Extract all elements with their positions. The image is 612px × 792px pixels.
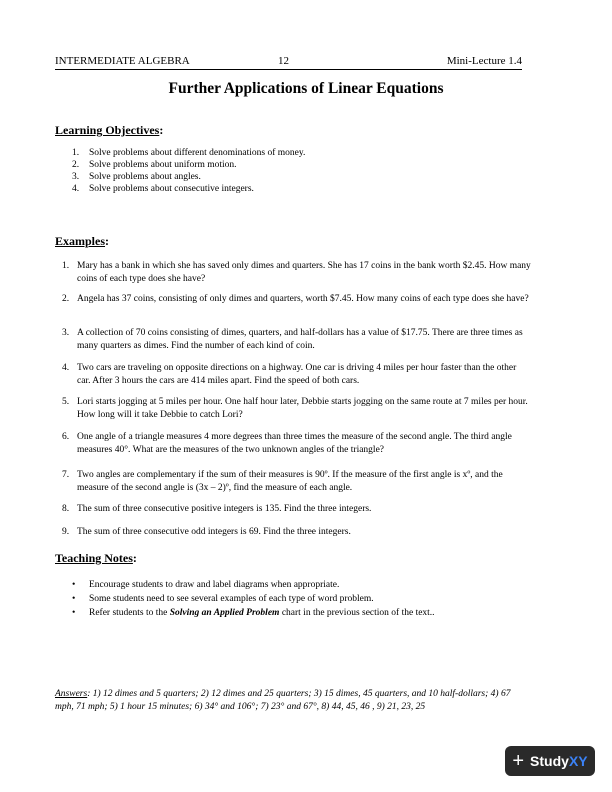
list-item: • Encourage students to draw and label diagrams when appropriate. bbox=[72, 580, 340, 590]
plus-icon: + bbox=[512, 750, 525, 772]
example-item: 8. The sum of three consecutive positive integers is 135. Find the three integers. bbox=[62, 504, 372, 514]
page-header bbox=[55, 55, 522, 70]
lecture-label: Mini-Lecture 1.4 bbox=[446, 55, 522, 67]
example-item: 7. Two angles are complementary if the sum of their measures is 90º. If the measure of the first angle is xº, and the measure of the second angle is (3x – 2)º, find the measure of each angle. bbox=[62, 470, 503, 493]
course-name: INTERMEDIATE ALGEBRA bbox=[55, 55, 190, 67]
list-item: 1. Solve problems about different denominations of money. bbox=[72, 148, 306, 158]
examples-heading: Examples: bbox=[55, 234, 110, 248]
list-item: 4. Solve problems about consecutive integers. bbox=[72, 184, 254, 194]
teaching-notes-list bbox=[72, 578, 435, 620]
objectives-list bbox=[72, 147, 305, 195]
example-item: 2. Angela has 37 coins, consisting of only dimes and quarters, worth $7.45. How many coins of each type does she have? bbox=[62, 294, 529, 304]
studyxy-badge[interactable] bbox=[505, 746, 595, 776]
page-title: Further Applications of Linear Equations bbox=[168, 80, 444, 97]
example-item: 4. Two cars are traveling on opposite directions on a highway. One car is driving 4 miles per hour faster than the other car. After 3 hours the cars are 414 miles apart. Find the speed of both cars. bbox=[62, 363, 517, 386]
list-item: • Refer students to the Solving an Applied Problem chart in the previous section of the text.. bbox=[72, 608, 435, 618]
answers-block: Answers: 1) 12 dimes and 5 quarters; 2) 12 dimes and 25 quarters; 3) 15 dimes, 45 quarters, and 10 half-dollars; 4) 67 mph, 71 mph; 5) 1 hour 15 minutes; 6) 34° and 106°; 7) 23° and 67°, 8) 44, 45, 46 , 9) 21, 23, 25 bbox=[55, 689, 511, 712]
bullet-icon: • bbox=[72, 580, 76, 590]
teaching-notes-heading: Teaching Notes: bbox=[55, 551, 137, 565]
bullet-icon: • bbox=[72, 608, 76, 618]
list-item: 2. Solve problems about uniform motion. bbox=[72, 160, 237, 170]
example-item: 9. The sum of three consecutive odd integers is 69. Find the three integers. bbox=[62, 527, 351, 537]
example-item: 6. One angle of a triangle measures 4 more degrees than three times the measure of the second angle. The third angle measures 40°. What are the measures of the two unknown angles of the triangle? bbox=[62, 432, 512, 455]
example-item: 5. Lori starts jogging at 5 miles per hour. One half hour later, Debbie starts jogging on the same route at 7 miles per hour. How long will it take Debbie to catch Lori? bbox=[62, 397, 528, 420]
list-item: 3. Solve problems about angles. bbox=[72, 172, 201, 182]
bullet-icon: • bbox=[72, 594, 76, 604]
brand-name: StudyXY bbox=[530, 753, 588, 769]
page-number: 12 bbox=[278, 55, 289, 67]
objectives-heading: Learning Objectives: bbox=[55, 123, 164, 137]
list-item: • Some students need to see several examples of each type of word problem. bbox=[72, 594, 374, 604]
example-item: 1. Mary has a bank in which she has saved only dimes and quarters. She has 17 coins in the bank worth $2.45. How many coins of each type does she have? bbox=[62, 261, 531, 284]
example-item: 3. A collection of 70 coins consisting of dimes, quarters, and half-dollars has a value of $17.75. There are three times as many quarters as dimes. Find the number of each kind of coin. bbox=[62, 328, 523, 351]
